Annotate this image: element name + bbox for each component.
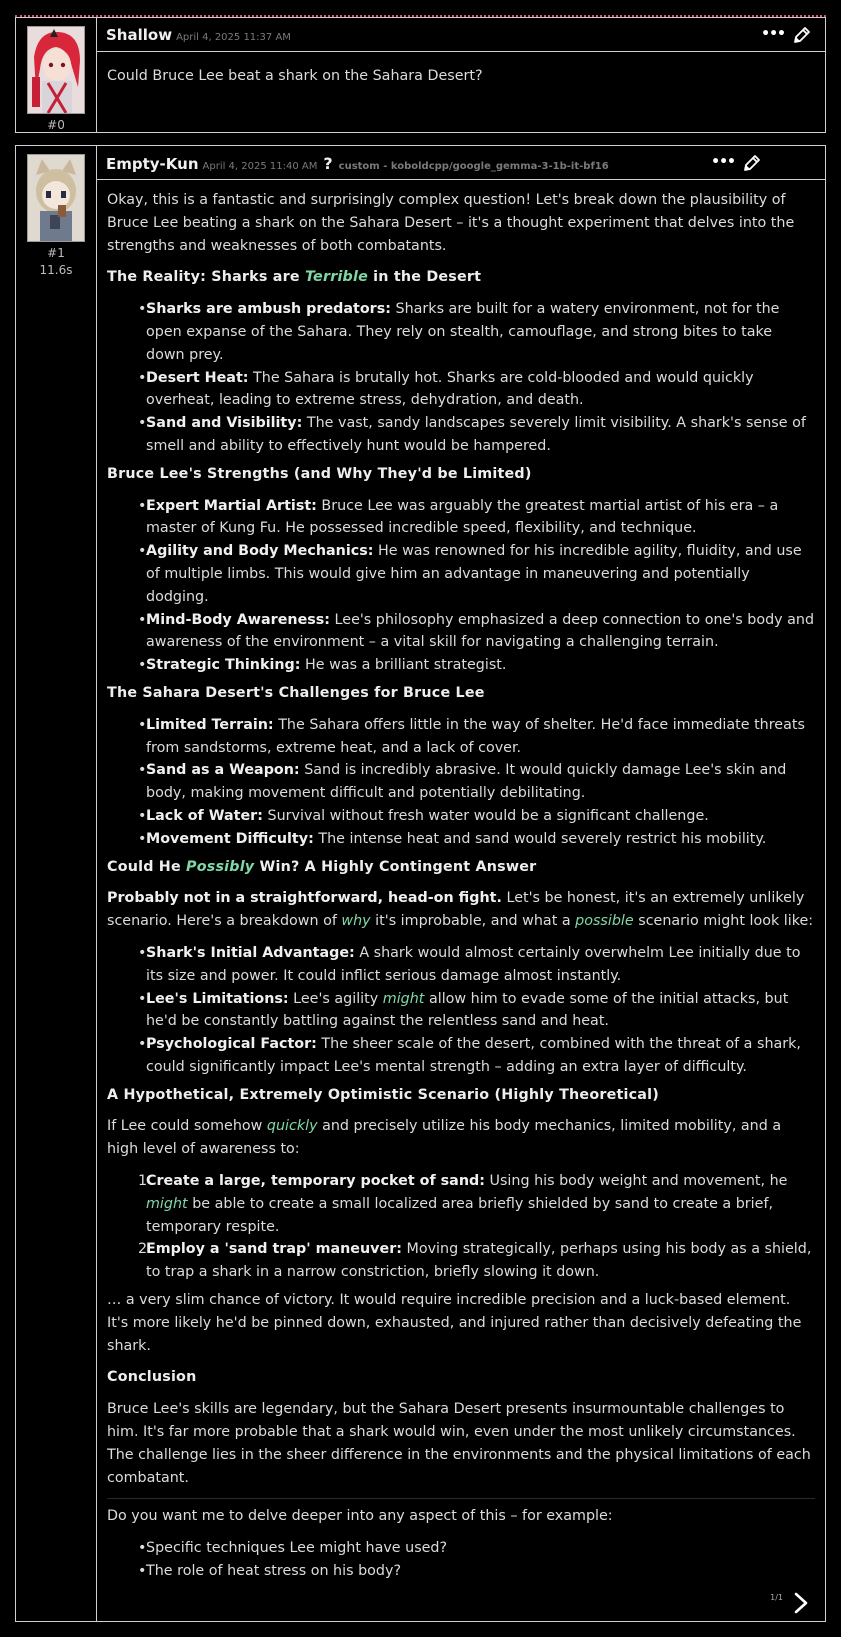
list-item: • Specific techniques Lee might have used? [146, 1537, 815, 1560]
more-options-icon[interactable]: ••• [761, 26, 785, 42]
list-item: • Lee's Limitations: Lee's agility might allow him to evade some of the initial attacks, but he'd be constantly battling against the relentless sand and heat. [146, 988, 815, 1034]
list-item: • Movement Difficulty: The intense heat and sand would severely restrict his mobility. [146, 828, 815, 851]
list-item: • The role of heat stress on his body? [146, 1560, 815, 1583]
avatar[interactable] [27, 26, 85, 114]
message-body [97, 52, 825, 132]
generation-time: 11.6s [39, 263, 73, 277]
bullet-list [107, 1537, 815, 1583]
list-item: • Mind-Body Awareness: Lee's philosophy emphasized a deep connection to one's body and awareness of the environment – a vital skill for navigating a challenging terrain. [146, 609, 815, 655]
model-name: custom - koboldcpp/google_gemma-3-1b-it-bf16 [338, 161, 609, 172]
author-name-text: Empty-Kun [106, 155, 199, 173]
paragraph: Probably not in a straightforward, head-on fight. Let's be honest, it's an extremely unlikely scenario. Here's a breakdown of why it's improbable, and what a possible scenario might look like: [107, 890, 814, 930]
next-arrow-icon[interactable] [793, 1591, 809, 1615]
paragraph: Do you want me to delve deeper into any aspect of this – for example: [107, 1508, 613, 1525]
bullet-list [107, 298, 815, 458]
list-item: • Psychological Factor: The sheer scale of the desert, combined with the threat of a shark, could significantly impact Lee's mental strength – adding an extra layer of difficulty. [146, 1033, 815, 1079]
emphasis: Possibly [186, 858, 255, 875]
section-heading: Conclusion [107, 1369, 197, 1386]
list-item: • Strategic Thinking: He was a brilliant strategist. [146, 654, 815, 677]
list-item: • Sand as a Weapon: Sand is incredibly abrasive. It would quickly damage Lee's skin and body, making movement difficult and potentially debilitating. [146, 759, 815, 805]
list-item: 1 Create a large, temporary pocket of sand: Using his body weight and movement, he might be able to create a small localized area briefly shielded by sand to create a brief, temporary respite. [138, 1173, 788, 1235]
list-item: • Shark's Initial Advantage: A shark would almost certainly overwhelm Lee initially due to its size and power. It could inflict serious damage almost instantly. [146, 942, 815, 988]
paragraph: … a very slim chance of victory. It would require incredible precision and a luck-based element. It's more likely he'd be pinned down, exhausted, and injured rather than decisively defeating the shark. [107, 1292, 802, 1354]
message-date: April 4, 2025 11:37 AM [176, 32, 291, 43]
bullet-list [107, 714, 815, 851]
message-text: Could Bruce Lee beat a shark on the Sahara Desert? [107, 68, 483, 84]
numbered-list [107, 1170, 815, 1284]
message-index: #0 [47, 118, 65, 132]
emphasis: Terrible [304, 269, 368, 286]
bullet-list [107, 942, 815, 1079]
list-item: • Expert Martial Artist: Bruce Lee was arguably the greatest martial artist of his era – a master of Kung Fu. He possessed incredible speed, flexibility, and technique. [146, 495, 815, 541]
message-sidebar [16, 146, 97, 1621]
list-item: 2 Employ a 'sand trap' maneuver: Moving strategically, perhaps using his body as a shield, to trap a shark in a narrow constriction, briefly slowing it down. [138, 1241, 812, 1281]
list-item: • Desert Heat: The Sahara is brutally hot. Sharks are cold-blooded and would quickly overheat, leading to extreme stress, dehydration, and death. [146, 367, 815, 413]
edit-pencil-icon[interactable] [743, 154, 761, 172]
list-item: • Lack of Water: Survival without fresh water would be a significant challenge. [146, 805, 815, 828]
section-heading: The Sahara Desert's Challenges for Bruce Lee [107, 684, 485, 701]
section-heading: The Reality: Sharks are Terrible in the Desert [107, 269, 482, 286]
list-item: • Limited Terrain: The Sahara offers little in the way of shelter. He'd face immediate threats from sandstorms, extreme heat, and a lack of cover. [146, 714, 815, 760]
section-heading: Bruce Lee's Strengths (and Why They'd be Limited) [107, 465, 532, 482]
more-options-icon[interactable]: ••• [711, 154, 735, 170]
bullet-list [107, 495, 815, 677]
page-counter: 1/1 [770, 1593, 783, 1602]
message-header [97, 146, 825, 180]
author-name-text: Shallow [106, 26, 173, 44]
message-index: #1 [47, 246, 65, 260]
avatar[interactable] [27, 154, 85, 242]
pager [770, 1591, 809, 1615]
section-heading: A Hypothetical, Extremely Optimistic Scenario (Highly Theoretical) [107, 1086, 659, 1103]
list-item: • Agility and Body Mechanics: He was renowned for his incredible agility, fluidity, and use of multiple limbs. This would give him an advantage in maneuvering and potentially dodging. [146, 540, 815, 608]
message-date: April 4, 2025 11:40 AM [202, 161, 318, 172]
message-header [97, 18, 825, 52]
paragraph: Bruce Lee's skills are legendary, but the Sahara Desert presents insurmountable challenges to him. It's far more probable that a shark would win, even under the most unlikely circumstances. The challenge lies in the sheer difference in the environments and the physical limitations of each combatant. [107, 1401, 811, 1486]
author-name [106, 26, 291, 44]
section-heading: Could He Possibly Win? A Highly Contingent Answer [107, 858, 537, 875]
message-sidebar [16, 18, 97, 132]
list-item: • Sharks are ambush predators: Sharks are built for a watery environment, not for the open expanse of the Sahara. They rely on stealth, camouflage, and strong bites to take down prey. [146, 298, 815, 366]
list-item: • Sand and Visibility: The vast, sandy landscapes severely limit visibility. A shark's sense of smell and ability to effectively hunt would be hampered. [146, 412, 815, 458]
user-message [15, 17, 826, 133]
author-name [106, 154, 609, 173]
assistant-message [15, 145, 826, 1622]
divider [107, 1498, 815, 1499]
question-icon[interactable]: ? [323, 154, 333, 173]
edit-pencil-icon[interactable] [793, 26, 811, 44]
paragraph: If Lee could somehow quickly and precisely utilize his body mechanics, limited mobility, and a high level of awareness to: [107, 1118, 782, 1158]
reply-intro: Okay, this is a fantastic and surprisingly complex question! Let's break down the plausibility of Bruce Lee beating a shark on the Sahara Desert – it's a thought experiment that delves into the strengths and weaknesses of both combatants. [107, 192, 795, 254]
message-body [97, 180, 825, 1621]
